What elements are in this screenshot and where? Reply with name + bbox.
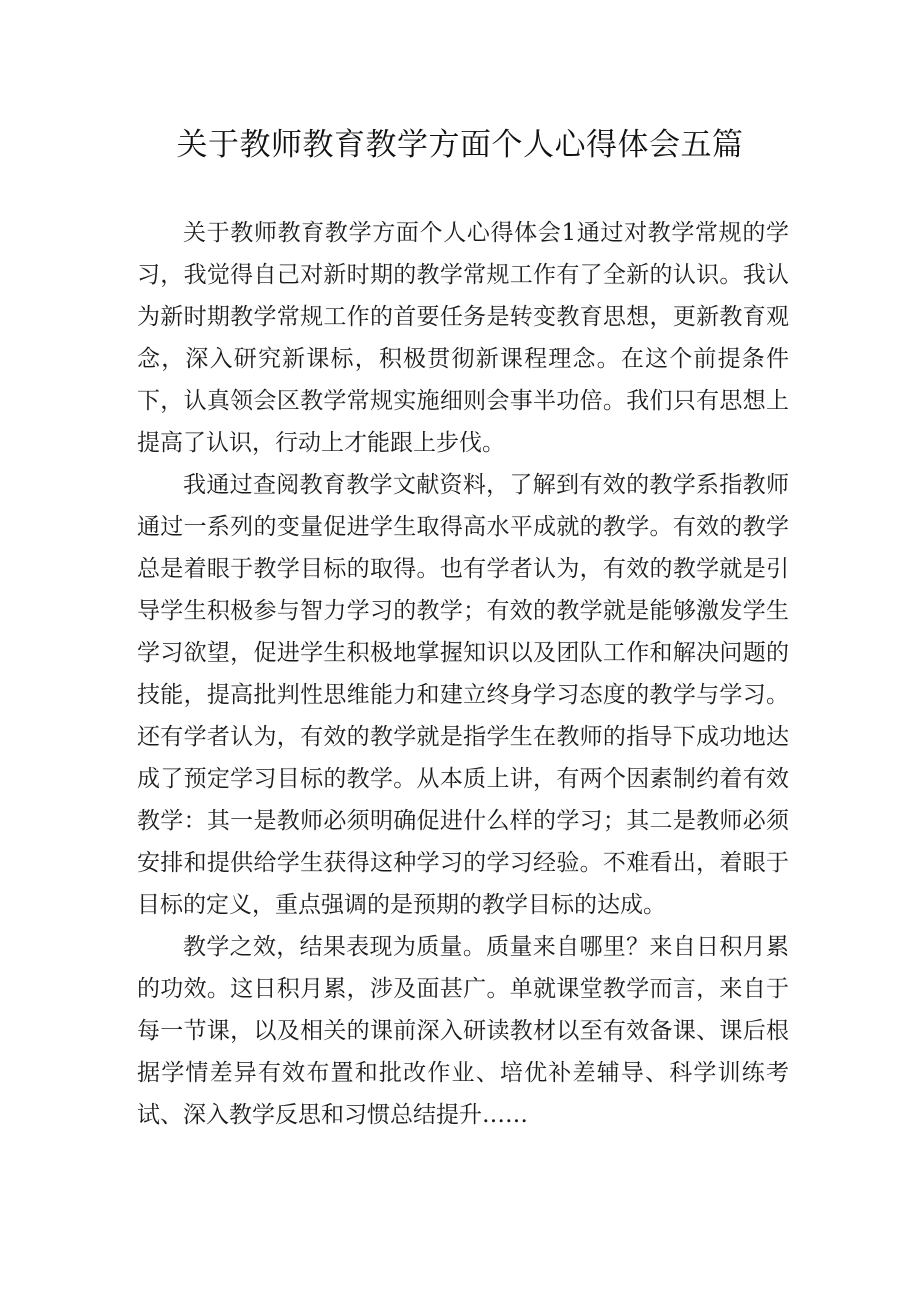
paragraph-2: 我通过查阅教育教学文献资料，了解到有效的教学系指教师通过一系列的变量促进学生取得高水平成就的教学。有效的教学总是着眼于教学目标的取得。也有学者认为，有效的教学就是引导学生积极参与智力学习的教学；有效的教学就是能够激发学生学习欲望，促进学生积极地掌握知识以及团队工作和解决问题的技能，提高批判性思维能力和建立终身学习态度的教学与学习。还有学者认为，有效的教学就是指学生在教师的指导下成功地达成了预定学习目标的教学。从本质上讲，有两个因素制约着有效教学：其一是教师必须明确促进什么样的学习；其二是教师必须安排和提供给学生获得这种学习的学习经验。不难看出，着眼于目标的定义，重点强调的是预期的教学目标的达成。 [137,472,789,918]
paragraph-1: 关于教师教育教学方面个人心得体会1通过对教学常规的学习，我觉得自己对新时期的教学常规工作有了全新的认识。我认为新时期教学常规工作的首要任务是转变教育思想，更新教育观念，深入研究新课标，积极贯彻新课程理念。在这个前提条件下，认真领会区教学常规实施细则会事半功倍。我们只有思想上提高了认识，行动上才能跟上步伐。 [137,220,789,456]
document-title: 关于教师教育教学方面个人心得体会五篇 [176,127,744,163]
document-body [137,212,789,1136]
paragraph-3: 教学之效，结果表现为质量。质量来自哪里？来自日积月累的功效。这日积月累，涉及面甚广。单就课堂教学而言，来自于每一节课，以及相关的课前深入研读教材以至有效备课、课后根据学情差异有效布置和批改作业、培优补差辅导、科学训练考试、深入教学反思和习惯总结提升…… [137,934,789,1128]
